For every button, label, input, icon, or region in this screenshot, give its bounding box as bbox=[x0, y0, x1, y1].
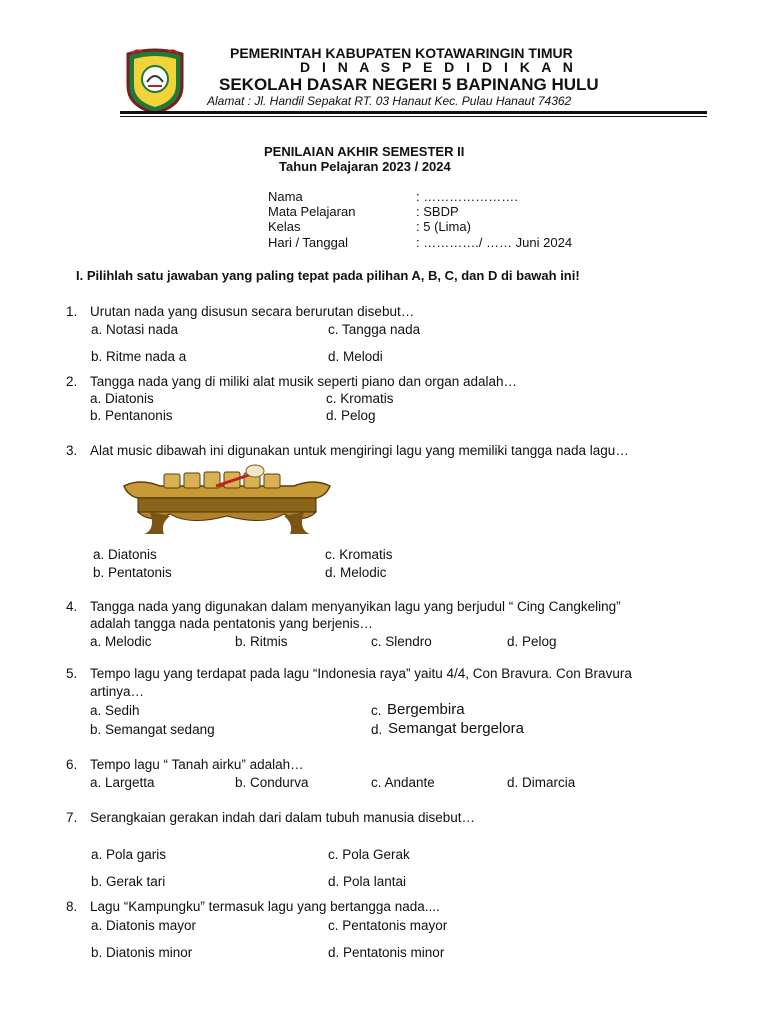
question-text: Serangkaian gerakan indah dari dalam tubuh manusia disebut… bbox=[90, 810, 476, 825]
option-b: b. Ritmis bbox=[235, 634, 288, 649]
question-text: Lagu “Kampungku” termasuk lagu yang bertangga nada.... bbox=[90, 899, 440, 914]
option-c: c. Andante bbox=[371, 775, 435, 790]
option-b: b. Gerak tari bbox=[91, 874, 166, 889]
option-b: b. Diatonis minor bbox=[91, 945, 193, 960]
option-b: b. Semangat sedang bbox=[90, 722, 215, 737]
option-b: b. Ritme nada a bbox=[91, 349, 187, 364]
question-text-continued: adalah tangga nada pentatonis yang berjenis… bbox=[90, 616, 373, 631]
question-text: Alat music dibawah ini digunakan untuk mengiringi lagu yang memiliki tangga nada lagu… bbox=[90, 443, 629, 458]
option-c-text: Bergembira bbox=[387, 701, 465, 718]
option-c: c. Pentatonis mayor bbox=[328, 918, 448, 933]
option-c: c. Kromatis bbox=[325, 547, 393, 562]
info-value-name: : …………………. bbox=[416, 189, 518, 204]
school-logo bbox=[122, 46, 188, 114]
option-a: a. Sedih bbox=[90, 703, 140, 718]
question-number: 8. bbox=[66, 899, 78, 914]
header-address: Alamat : Jl. Handil Sepakat RT. 03 Hanaut Kec. Pulau Hanaut 74362 bbox=[207, 94, 572, 108]
option-c-letter: c. bbox=[371, 703, 382, 718]
question-number: 2. bbox=[66, 374, 78, 389]
header-rule-thin bbox=[120, 116, 707, 117]
option-c: c. Pola Gerak bbox=[328, 847, 410, 862]
option-a: a. Diatonis mayor bbox=[91, 918, 197, 933]
info-value-subject: : SBDP bbox=[416, 204, 459, 219]
exam-title: PENILAIAN AKHIR SEMESTER II bbox=[264, 144, 465, 159]
header-government: PEMERINTAH KABUPATEN KOTAWARINGIN TIMUR bbox=[230, 45, 573, 61]
option-d: d. Melodi bbox=[328, 349, 383, 364]
option-c: c. Tangga nada bbox=[328, 322, 421, 337]
question-number: 6. bbox=[66, 757, 78, 772]
option-a: a. Diatonis bbox=[90, 391, 154, 406]
question-number: 4. bbox=[66, 599, 78, 614]
option-b: b. Pentatonis bbox=[93, 565, 172, 580]
info-label-name: Nama bbox=[268, 189, 303, 204]
option-b: b. Pentanonis bbox=[90, 408, 173, 423]
option-c: c. Kromatis bbox=[326, 391, 394, 406]
info-label-class: Kelas bbox=[268, 219, 301, 234]
option-a: a. Notasi nada bbox=[91, 322, 179, 337]
option-c: c. Slendro bbox=[371, 634, 432, 649]
info-value-date: : …………./ …… Juni 2024 bbox=[416, 235, 573, 250]
exam-year: Tahun Pelajaran 2023 / 2024 bbox=[279, 159, 451, 174]
option-b: b. Condurva bbox=[235, 775, 309, 790]
option-d: d. Dimarcia bbox=[507, 775, 576, 790]
header-department: D I N A S P E D I D I K A N bbox=[300, 59, 577, 75]
info-label-subject: Mata Pelajaran bbox=[268, 204, 356, 219]
option-d: d. Pola lantai bbox=[328, 874, 407, 889]
gamelan-instrument-image bbox=[120, 464, 334, 536]
option-a: a. Diatonis bbox=[93, 547, 157, 562]
question-number: 7. bbox=[66, 810, 78, 825]
question-text: Tangga nada yang digunakan dalam menyanyikan lagu yang berjudul “ Cing Cangkeling” bbox=[90, 599, 621, 614]
header-school-name: SEKOLAH DASAR NEGERI 5 BAPINANG HULU bbox=[219, 75, 599, 94]
option-a: a. Melodic bbox=[90, 634, 152, 649]
question-text-continued: artinya… bbox=[90, 684, 145, 699]
question-text: Tempo lagu “ Tanah airku” adalah… bbox=[90, 757, 304, 772]
question-number: 3. bbox=[66, 443, 78, 458]
option-d-text: Semangat bergelora bbox=[388, 720, 524, 737]
question-text: Tempo lagu yang terdapat pada lagu “Indonesia raya” yaitu 4/4, Con Bravura. Con Bravura bbox=[90, 666, 632, 681]
option-a: a. Pola garis bbox=[91, 847, 167, 862]
option-d: d. Pentatonis minor bbox=[328, 945, 445, 960]
info-label-date: Hari / Tanggal bbox=[268, 235, 348, 250]
question-text: Urutan nada yang disusun secara berurutan disebut… bbox=[90, 304, 415, 319]
question-text: Tangga nada yang di miliki alat musik seperti piano dan organ adalah… bbox=[90, 374, 518, 389]
option-d: d. Pelog bbox=[507, 634, 557, 649]
header-rule-thick bbox=[120, 111, 707, 114]
info-value-class: : 5 (Lima) bbox=[416, 219, 471, 234]
option-d: d. Pelog bbox=[326, 408, 376, 423]
question-number: 1. bbox=[66, 304, 78, 319]
option-a: a. Largetta bbox=[90, 775, 155, 790]
question-number: 5. bbox=[66, 666, 78, 681]
option-d: d. Melodic bbox=[325, 565, 387, 580]
option-d-letter: d. bbox=[371, 722, 383, 737]
section-instruction: I. Pilihlah satu jawaban yang paling tepat pada pilihan A, B, C, dan D di bawah ini! bbox=[76, 268, 580, 283]
